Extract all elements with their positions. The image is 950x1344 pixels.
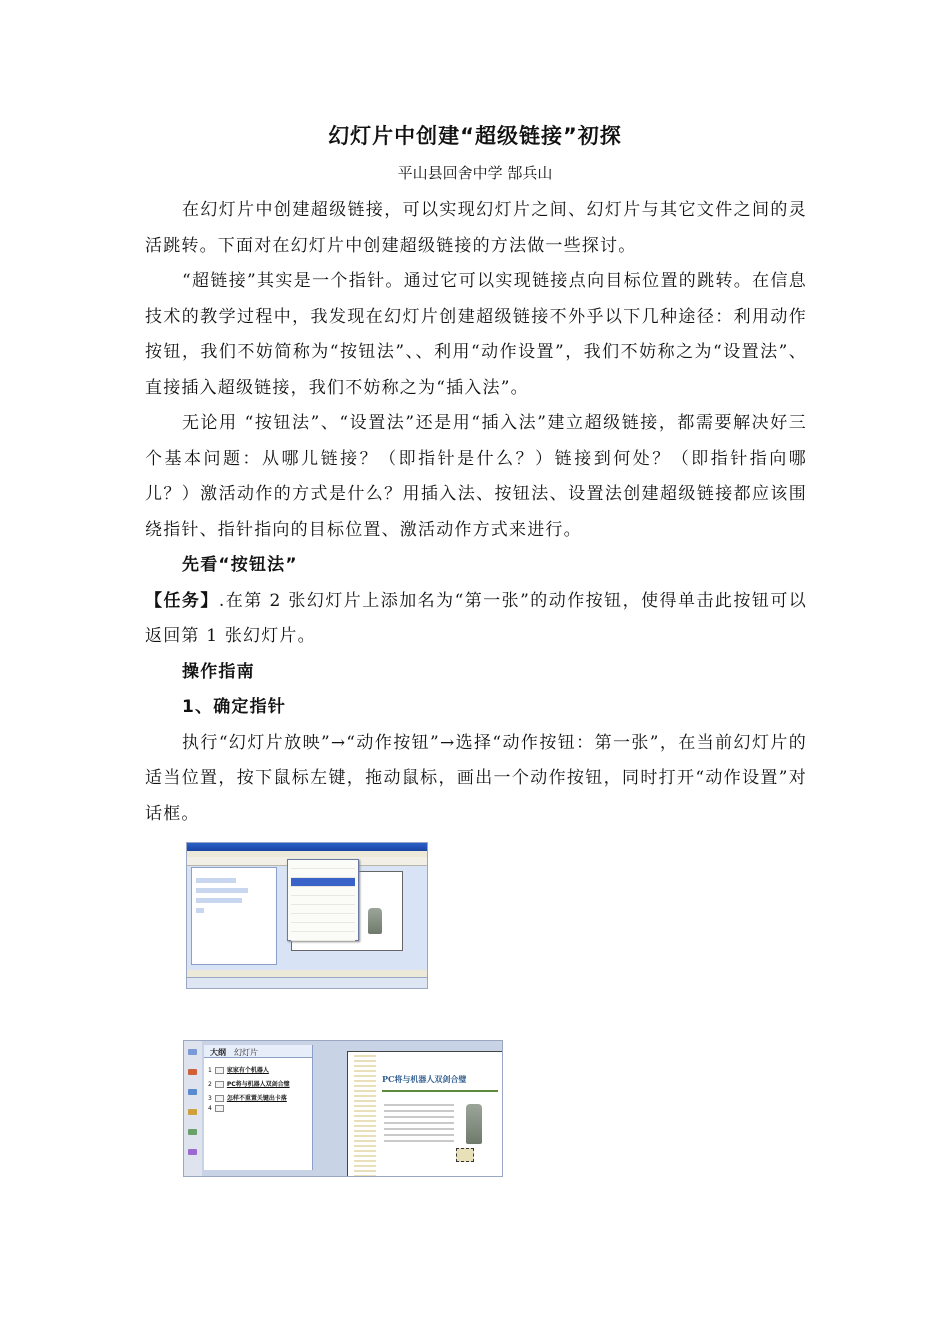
outline-item bbox=[196, 908, 204, 913]
screenshot-action-button-menu bbox=[186, 842, 428, 989]
slide-title: PC将与机器人双剑合璧 bbox=[382, 1074, 467, 1084]
slide-preview bbox=[347, 1051, 502, 1176]
tab-outline[interactable]: 大纲 bbox=[210, 1048, 226, 1057]
document-author: 平山县回舍中学 郜兵山 bbox=[397, 164, 553, 182]
body-text bbox=[145, 193, 807, 832]
outline-pane bbox=[204, 1045, 313, 1170]
paragraph-intro: 在幻灯片中创建超级链接，可以实现幻灯片之间、幻灯片与其它文件之间的灵活跳转。下面对在幻灯片中创建超级链接的方法做一些探讨。 bbox=[145, 200, 807, 256]
step1-text: 执行“幻灯片放映”→“动作按钮”→选择“动作按钮：第一张”，在当前幻灯片的适当位置，按下鼠标左键，拖动鼠标，画出一个动作按钮，同时打开“动作设置”对话框。 bbox=[145, 732, 807, 824]
step1-heading: 1、确定指针 bbox=[182, 697, 287, 717]
robot-image bbox=[368, 908, 382, 934]
outline-row-4[interactable]: 4 bbox=[208, 1105, 227, 1112]
guide-heading: 操作指南 bbox=[182, 661, 255, 682]
tab-slides[interactable]: 幻灯片 bbox=[234, 1048, 258, 1057]
action-button-shape[interactable] bbox=[456, 1148, 474, 1162]
outline-item bbox=[196, 878, 236, 883]
section-heading: 先看“按钮法” bbox=[182, 555, 298, 575]
screenshot-slide-outline bbox=[183, 1040, 503, 1177]
paragraph-questions: 无论用 “按钮法”、“设置法”还是用“插入法”建立超级链接，都需要解决好三个基本问题：从哪儿链接？（即指针是什么？）链接到何处？（即指针指向哪儿？）激活动作的方式是什么？用插入法、按钮法、设置法创建超级链接都应该围绕指针、指针指向的目标位置、激活动作方式来进行。 bbox=[145, 413, 807, 540]
outline-row-2[interactable]: 2 PC将与机器人双剑合璧 bbox=[208, 1081, 290, 1088]
outline-row-1[interactable]: 1 家家有个机器人 bbox=[208, 1067, 269, 1074]
outline-pane bbox=[191, 867, 277, 965]
task-label: 【任务】 bbox=[145, 590, 219, 611]
task-text: .在第 2 张幻灯片上添加名为“第一张”的动作按钮，使得单击此按钮可以返回第 1 张幻灯片。 bbox=[145, 590, 807, 646]
status-bar bbox=[187, 977, 427, 988]
window-titlebar bbox=[187, 843, 427, 851]
paragraph-hyperlink: “超链接”其实是一个指针。通过它可以实现链接点向目标位置的跳转。在信息技术的教学过程中，我发现在幻灯片创建超级链接不外乎以下几种途径：利用动作按钮，我们不妨简称为“按钮法”、、利用“动作设置”，我们不妨称之为“设置法”、直接插入超级链接，我们不妨称之为“插入法”。 bbox=[145, 271, 807, 398]
outline-item bbox=[196, 888, 248, 893]
slide-stripe bbox=[354, 1052, 376, 1176]
outline-item bbox=[196, 898, 242, 903]
document-title: 幻灯片中创建“超级链接”初探 bbox=[328, 124, 622, 148]
task-paragraph bbox=[145, 584, 807, 655]
robot-image bbox=[466, 1104, 482, 1144]
outline-row-3[interactable]: 3 怎样不重置关键出卡落 bbox=[208, 1095, 287, 1102]
slideshow-dropdown-menu bbox=[287, 859, 359, 941]
vertical-toolbar bbox=[184, 1041, 202, 1176]
pane-tabs bbox=[204, 1045, 312, 1058]
